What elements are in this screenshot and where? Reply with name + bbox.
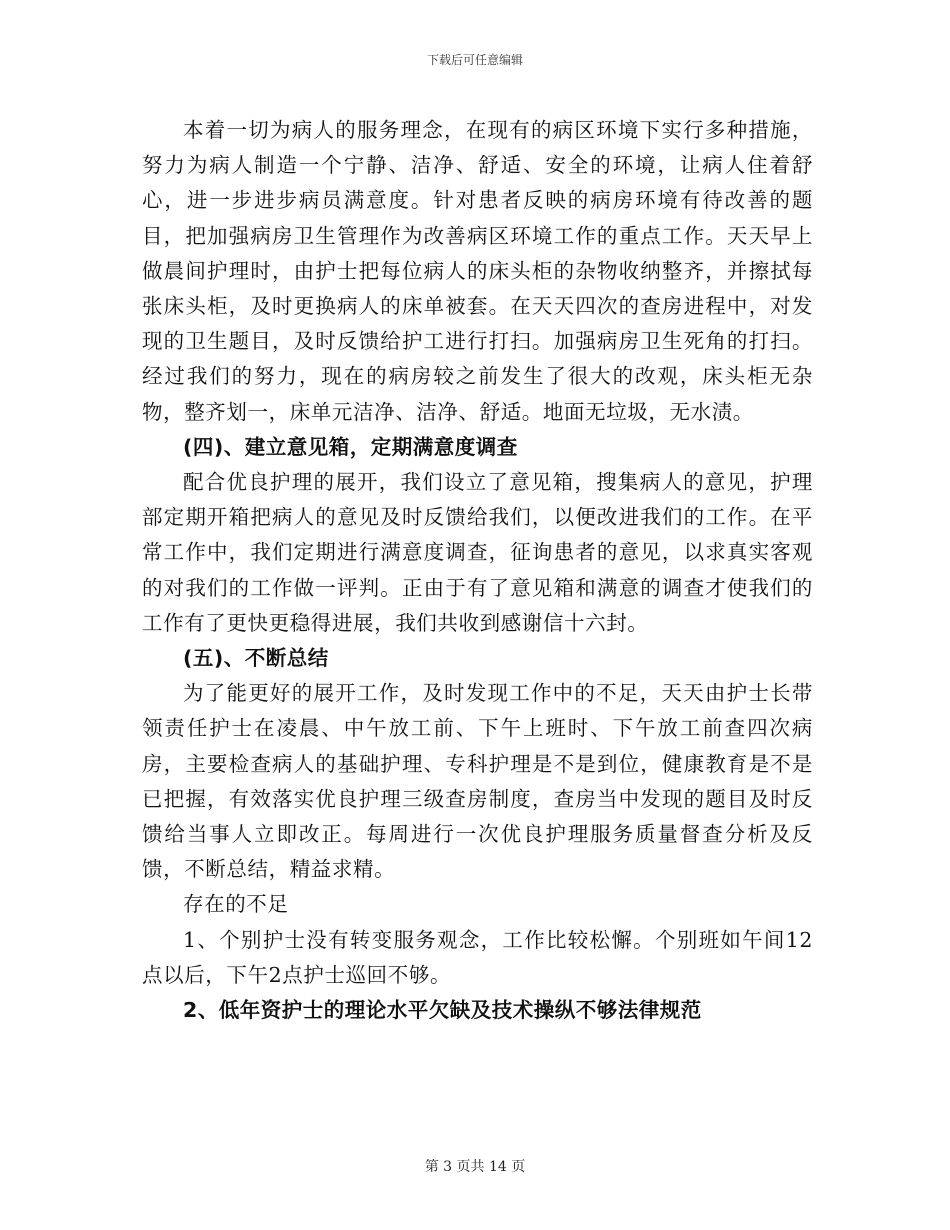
section-heading-suggestion-box: (四)、建立意见箱，定期满意度调查 bbox=[183, 434, 518, 459]
paragraph-summary: 为了能更好的展开工作，及时发现工作中的不足，天天由护士长带领责任护士在凌晨、中午放工前、下午上班时、下午放工前查四次病房，主要检查病人的基础护理、专科护理是不是到位，健康教育是不是已把握，有效落实优良护理三级查房制度，查房当中发现的题目及时反馈给当事人立即改正。每周进行一次优良护理服务质量督查分析及反馈，不断总结，精益求精。 bbox=[142, 681, 813, 882]
paragraph-environment: 本着一切为病人的服务理念，在现有的病区环境下实行多种措施，努力为病人制造一个宁静、洁净、舒适、安全的环境，让病人住着舒心，进一步进步病员满意度。针对患者反映的病房环境有待改善的题目，把加强病房卫生管理作为改善病区环境工作的重点工作。天天早上做晨间护理时，由护士把每位病人的床头柜的杂物收纳整齐，并擦拭每张床头柜，及时更换病人的床单被套。在天天四次的查房进程中，对发现的卫生题目，及时反馈给护工进行打扫。加强病房卫生死角的打扫。经过我们的努力，现在的病房较之前发生了很大的改观，床头柜无杂物，整齐划一，床单元洁净、洁净、舒适。地面无垃圾，无水渍。 bbox=[142, 118, 813, 424]
paragraph-shortcomings-title: 存在的不足 bbox=[183, 892, 289, 917]
paragraph-suggestion-box: 配合优良护理的展开，我们设立了意见箱，搜集病人的意见，护理部定期开箱把病人的意见及时反馈给我们，以便改进我们的工作。在平常工作中，我们定期进行满意度调查，征询患者的意见，以求真实客观的对我们的工作做一评判。正由于有了意见箱和满意的调查才使我们的工作有了更快更稳得进展，我们共收到感谢信十六封。 bbox=[142, 470, 813, 635]
document-body bbox=[142, 113, 813, 1028]
section-heading-shortcoming-2: 2、低年资护士的理论水平欠缺及技术操纵不够法律规范 bbox=[183, 998, 702, 1023]
page-footer: 第 3 页共 14 页 bbox=[424, 1159, 526, 1175]
paragraph-shortcoming-1: 1、个别护士没有转变服务观念，工作比较松懈。个别班如午间12点以后，下午2点护士巡回不够。 bbox=[142, 927, 813, 987]
page-header: 下载后可任意编辑 bbox=[426, 53, 523, 67]
section-heading-summary: (五)、不断总结 bbox=[183, 646, 329, 671]
